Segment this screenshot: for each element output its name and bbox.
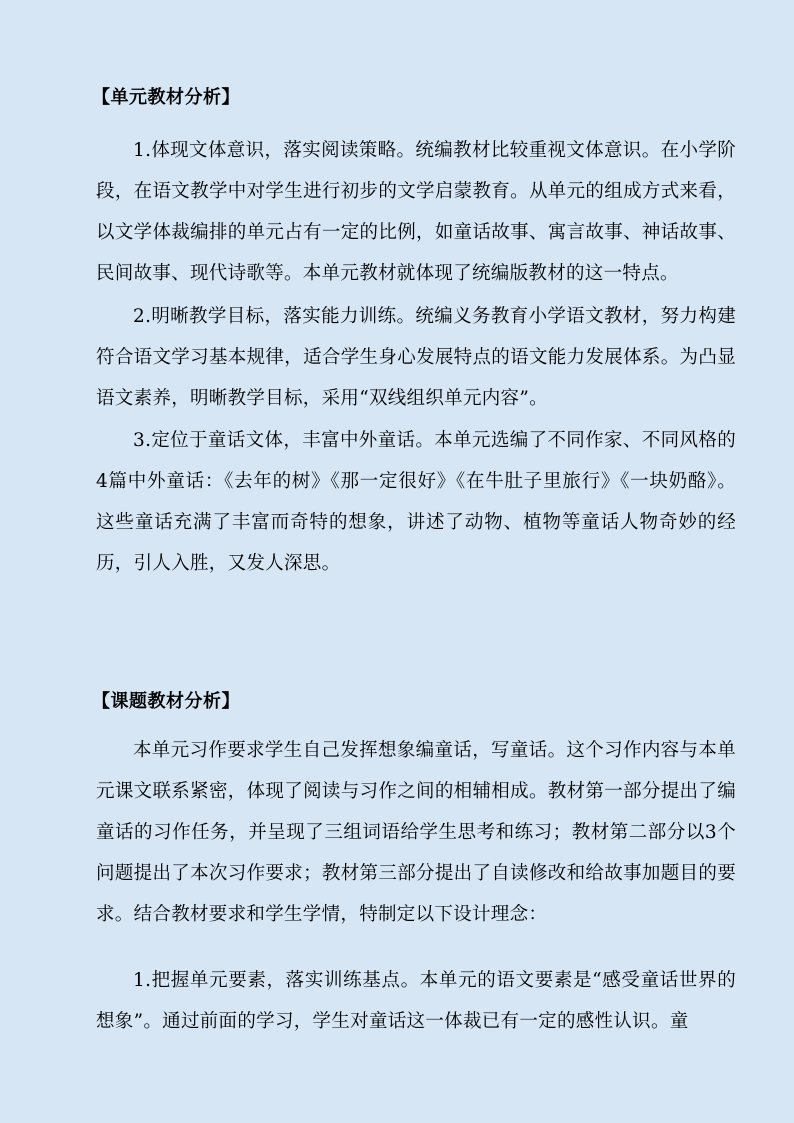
paragraph-1: 1.体现文体意识，落实阅读策略。统编教材比较重视文体意识。在小学阶段，在语文教学中对学生进行初步的文学启蒙教育。从单元的组成方式来看，以文学体裁编排的单元占有一定的比例，如童话故事、寓言故事、神话故事、民间故事、现代诗歌等。本单元教材就体现了统编版教材的这一特点。 (96, 140, 736, 284)
section-heading-lesson-analysis: 【课题教材分析】 (92, 691, 240, 712)
paragraph-2: 2.明晰教学目标，落实能力训练。统编义务教育小学语文教材，努力构建符合语文学习基本规律，适合学生身心发展特点的语文能力发展体系。为凸显语文素养，明晰教学目标，采用“双线组织单元内容”。 (96, 306, 736, 409)
paragraph-5: 1.把握单元要素，落实训练基点。本单元的语文要素是“感受童话世界的想象”。通过前面的学习，学生对童话这一体裁已有一定的感性认识。童 (96, 970, 736, 1032)
section-heading-unit-analysis: 【单元教材分析】 (92, 87, 240, 108)
paragraph-3: 3.定位于童话文体，丰富中外童话。本单元选编了不同作家、不同风格的4篇中外童话：《去年的树》《那一定很好》《在牛肚子里旅行》《一块奶酪》。这些童话充满了丰富而奇特的想象，讲述了动物、植物等童话人物奇妙的经历，引人入胜，又发人深思。 (96, 430, 736, 574)
paragraph-4: 本单元习作要求学生自己发挥想象编童话，写童话。这个习作内容与本单元课文联系紧密，体现了阅读与习作之间的相辅相成。教材第一部分提出了编童话的习作任务，并呈现了三组词语给学生思考和练习；教材第二部分以3个问题提出了本次习作要求；教材第三部分提出了自读修改和给故事加题目的要求。结合教材要求和学生学情，特制定以下设计理念： (96, 740, 736, 925)
